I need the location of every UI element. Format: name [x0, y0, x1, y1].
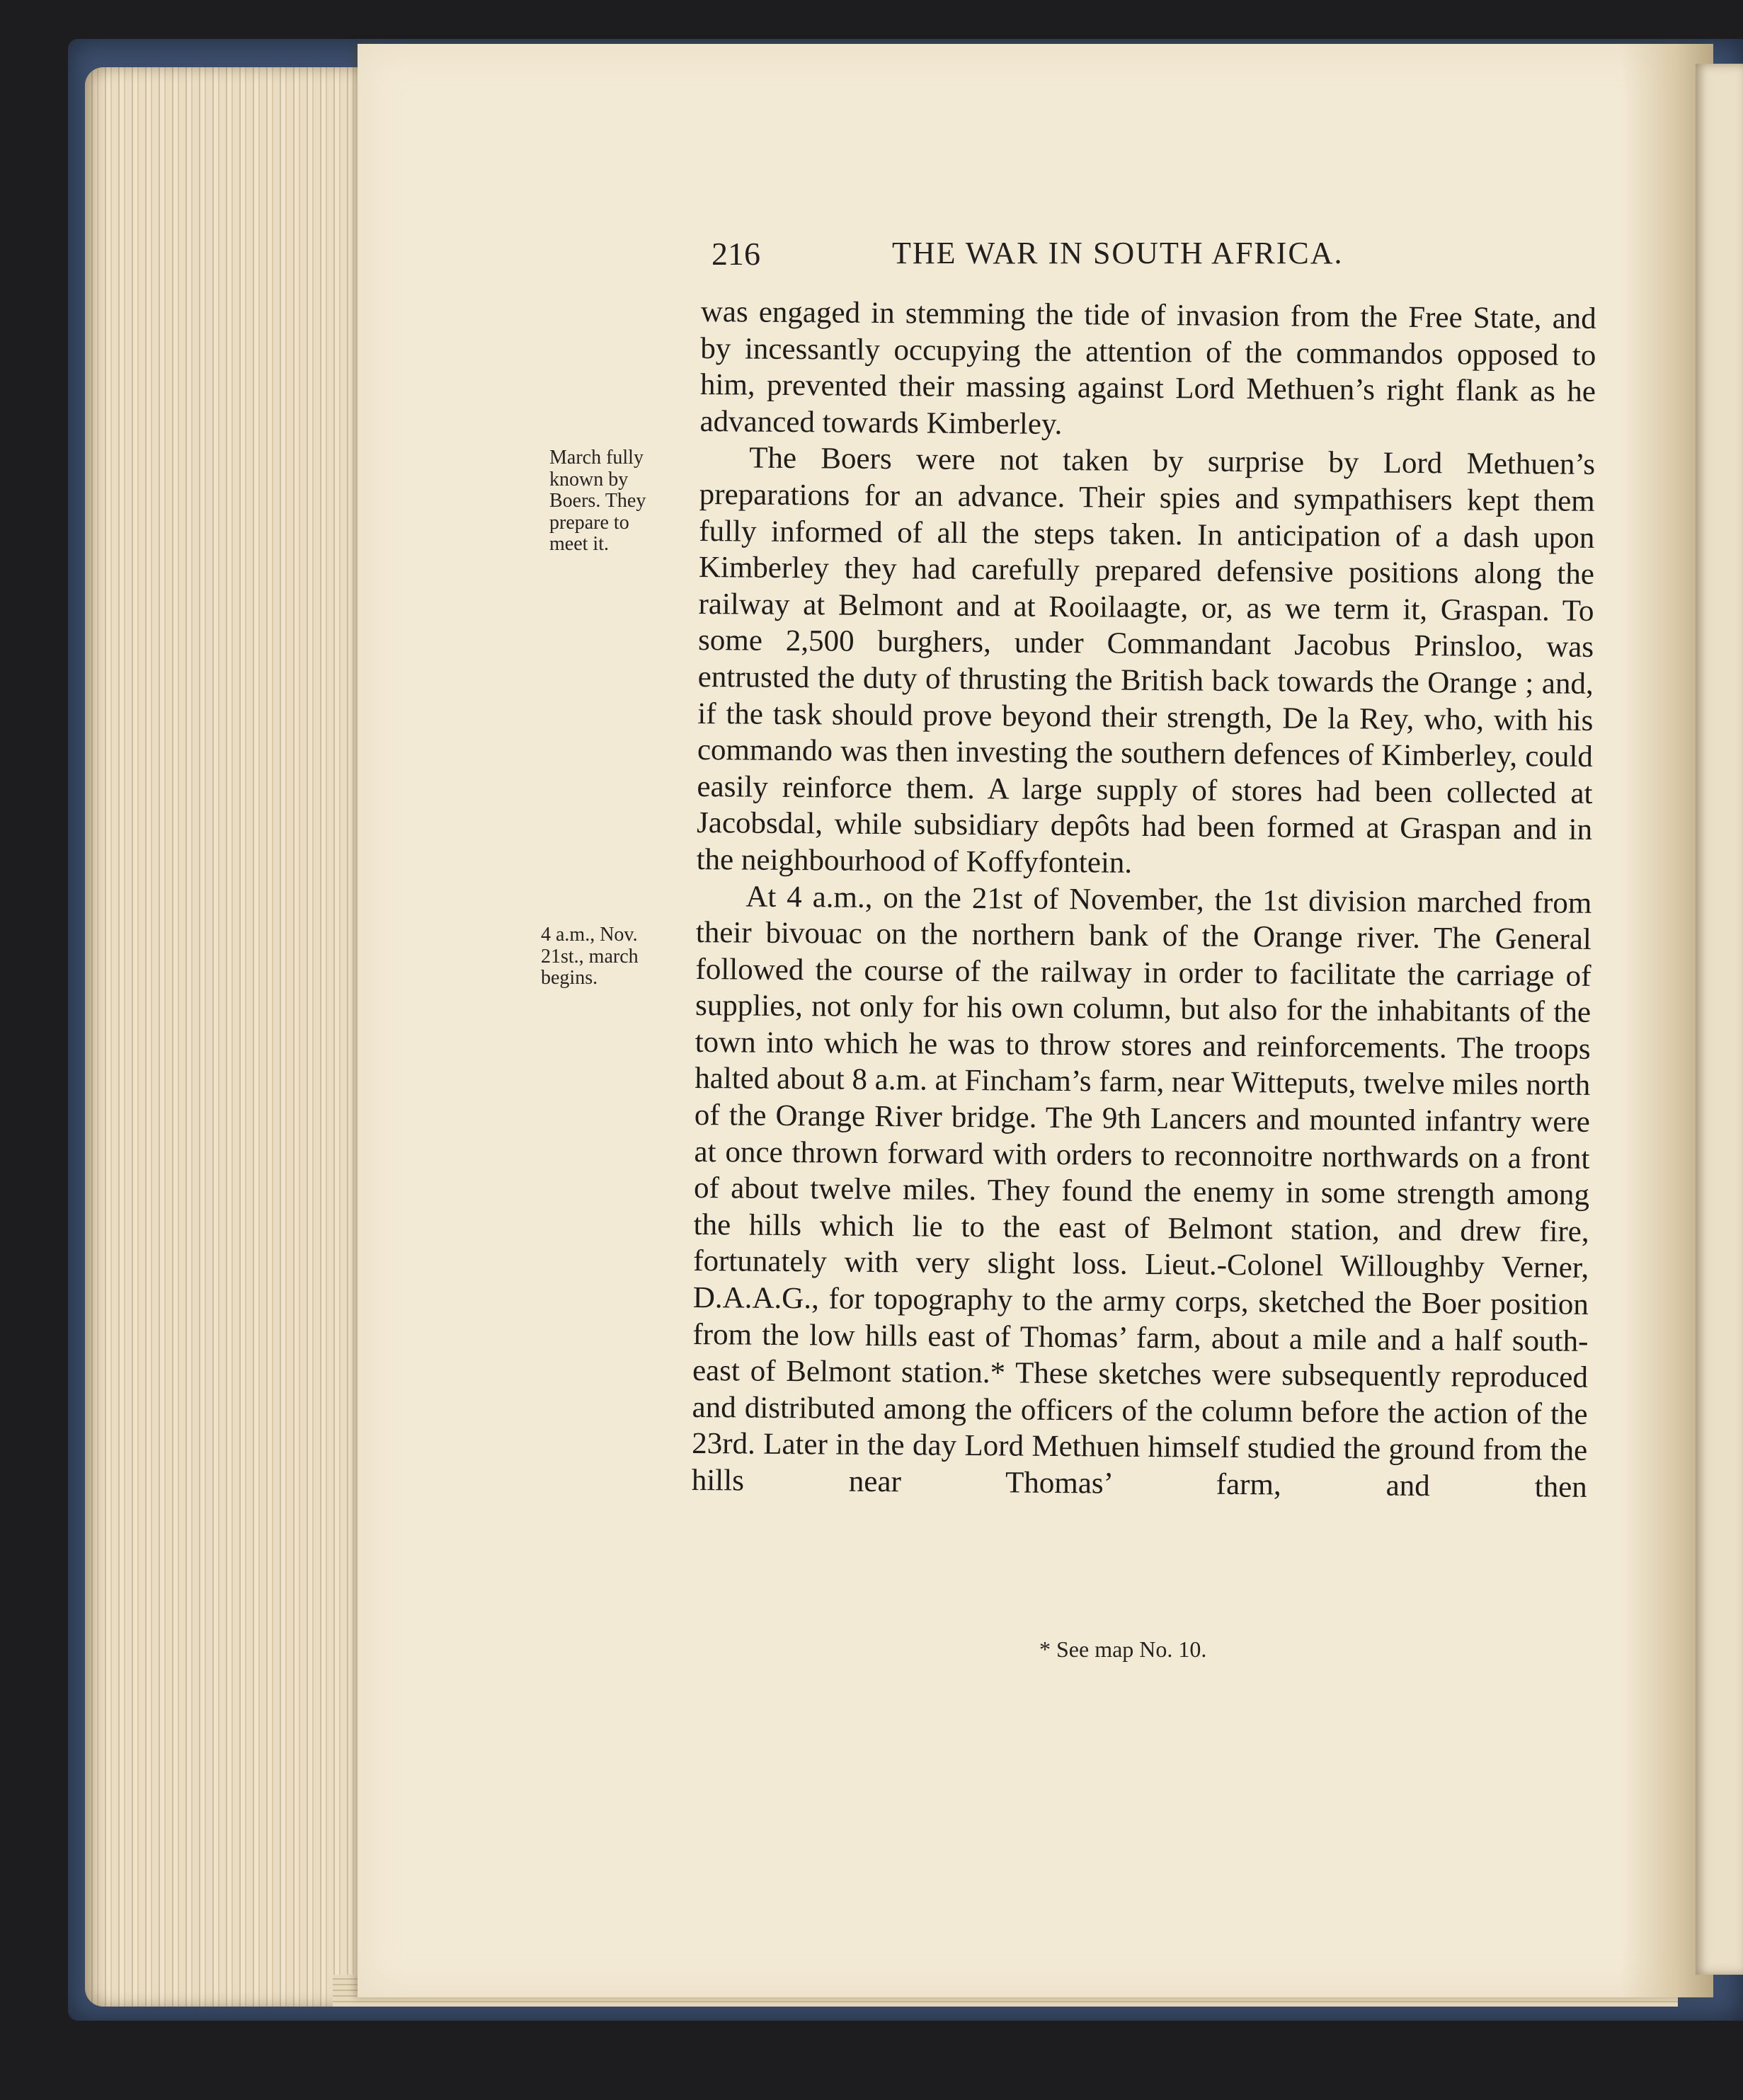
paragraph: The Boers were not taken by surprise by Lord Methuen’s preparations for an advance. Their spies and sympathisers kept them fully informed of all the steps taken. In anticipation of a dash upon Kimberley they had carefully prepared defensive positions along the railway at Belmont and at Rooilaagte, or, as we term it, Graspan. To some 2,500 burghers, under Commandant Jacobus Prinsloo, was entrusted the duty of thrusting the British back towards the Orange ; and, if the task should prove beyond their strength, De la Rey, who, with his commando was then investing the southern defences of Kimberley, could easily reinforce them. A large supply of stores had been collected at Jacobsdal, while subsidiary depôts had been formed at Graspan and in the neighbourhood of Koffyfontein.: [696, 441, 1596, 880]
margin-note: 4 a.m., Nov. 21st., march begins.: [541, 924, 639, 989]
facing-page: [1696, 64, 1743, 1975]
footnote: * See map No. 10.: [1039, 1636, 1207, 1662]
paragraph: At 4 a.m., on the 21st of November, the 1st division marched from their bivouac on the northern bank of the Orange river. The General followed the course of the railway in order to facilitate the carriage of supplies, not only for his own column, but also for the inhabitants of the town into which he was to throw stores and reinforcements. The troops halted about 8 a.m. at Fincham’s farm, near Witteputs, twelve miles north of the Orange River bridge. The 9th Lancers and mounted infantry were at once thrown forward with orders to reconnoitre northwards on a front of about twelve miles. They found the enemy in some strength among the hills which lie to the east of Belmont station, and drew fire, fortunately with very slight loss. Lieut.-Colonel Willoughby Verner, D.A.A.G., for topography to the army corps, sketched the Boer position from the low hills east of Thomas’ farm, about a mile and a half south-east of Belmont station.* These sketches were subsequently reproduced and distributed among the officers of the column before the action of the 23rd. Later in the day Lord Methuen himself studied the ground from the hills near Thomas’ farm, and then: [691, 880, 1592, 1504]
page-edges: [85, 67, 368, 2007]
body-text: [692, 294, 1596, 1505]
running-title: THE WAR IN SOUTH AFRICA.: [892, 236, 1344, 270]
margin-note: March fully known by Boers. They prepare to meet it.: [549, 447, 646, 555]
page-number: 216: [712, 236, 760, 272]
paragraph: was engaged in stemming the tide of invasion from the Free State, and by incessantly occupying the attention of the commandos opposed to him, prevented their massing against Lord Methuen’s right flank as he advanced towards Kimberley.: [699, 294, 1596, 441]
running-head: [712, 235, 1419, 277]
